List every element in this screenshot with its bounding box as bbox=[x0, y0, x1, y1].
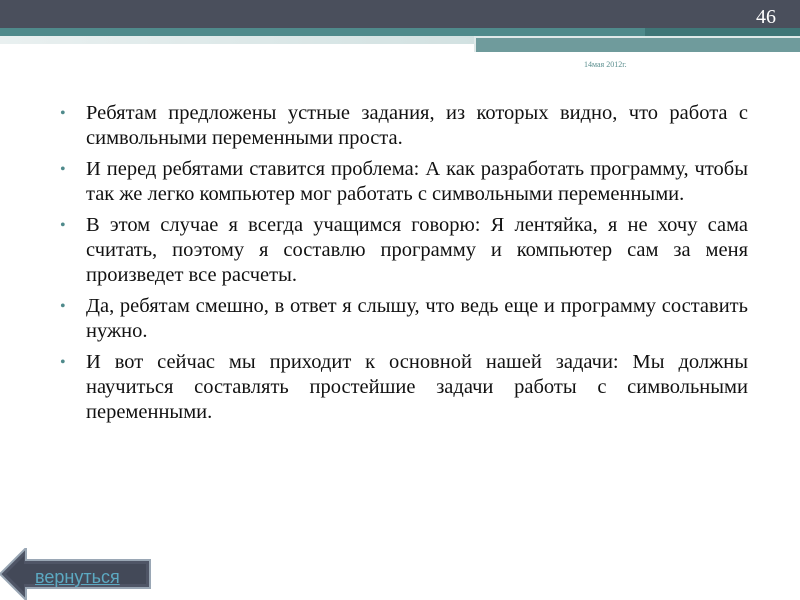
list-item-text: И вот сейчас мы приходит к основной нашей задачи: Мы должны научиться составлять простейшие задачи работы с символьными переменными. bbox=[86, 351, 748, 423]
list-item bbox=[58, 101, 748, 151]
list-item bbox=[58, 294, 748, 344]
bullet-icon: • bbox=[60, 161, 66, 178]
slide-number: 46 bbox=[756, 6, 776, 28]
list-item-text: В этом случае я всегда учащимся говорю: Я лентяйка, я не хочу сама считать, поэтому я составлю программу и компьютер сам за меня произведет все расчеты. bbox=[86, 214, 748, 286]
list-item bbox=[58, 350, 748, 425]
header-bar bbox=[0, 0, 800, 28]
bullet-list bbox=[58, 101, 748, 431]
list-item-text: Да, ребятам смешно, в ответ я слышу, что ведь еще и программу составить нужно. bbox=[86, 295, 748, 342]
list-item-text: Ребятам предложены устные задания, из которых видно, что работа с символьными переменными проста. bbox=[86, 102, 748, 149]
list-item bbox=[58, 157, 748, 207]
bullet-icon: • bbox=[60, 298, 66, 315]
bullet-icon: • bbox=[60, 105, 66, 122]
list-item bbox=[58, 213, 748, 288]
bullet-icon: • bbox=[60, 217, 66, 234]
back-link[interactable]: вернуться bbox=[35, 567, 120, 587]
bullet-icon: • bbox=[60, 354, 66, 371]
slide-date: 14мая 2012г. bbox=[584, 60, 627, 69]
list-item-text: И перед ребятами ставится проблема: А как разработать программу, чтобы так же легко компьютер мог работать с символьными переменными. bbox=[86, 158, 748, 205]
header-tab-block bbox=[474, 36, 800, 52]
